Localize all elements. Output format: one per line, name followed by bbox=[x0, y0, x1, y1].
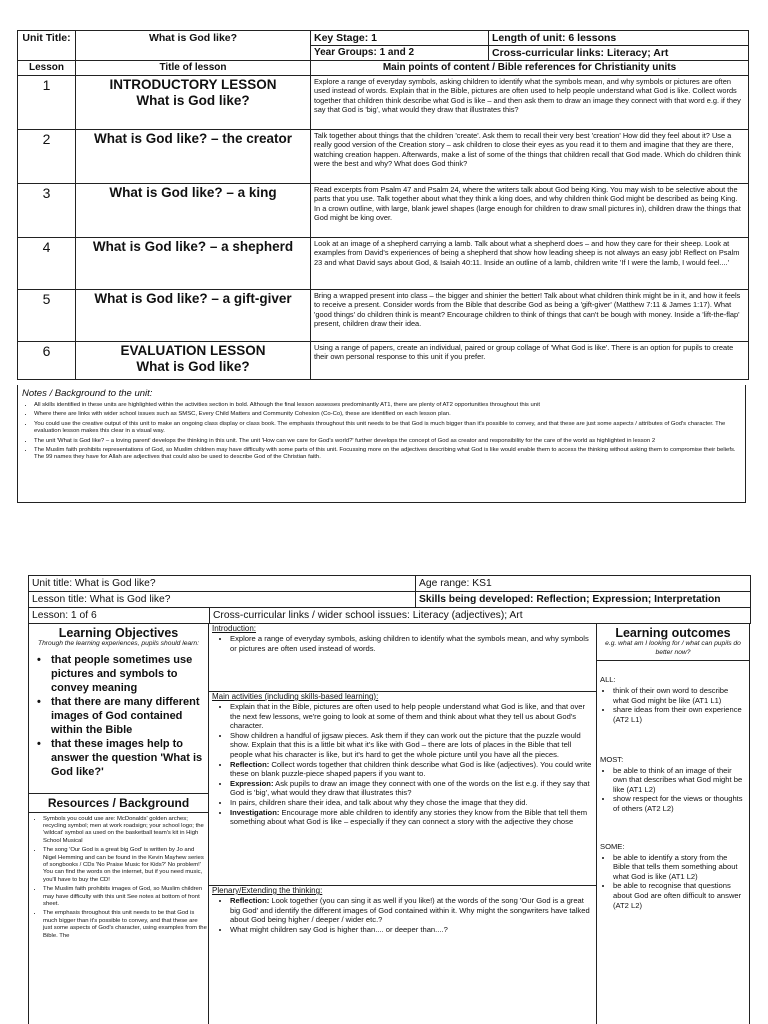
lesson-title: EVALUATION LESSON What is God like? bbox=[76, 342, 311, 380]
plan-lesson-title: Lesson title: What is God like? bbox=[29, 592, 416, 608]
outcomes-all-label: ALL: bbox=[600, 675, 616, 685]
outcome-item: • be able to identify a story from the Bible that tells them something about what God is like (AT1 L2) bbox=[613, 853, 745, 882]
notes-list bbox=[22, 402, 741, 462]
plan-skills: Skills being developed: Reflection; Expression; Interpretation bbox=[416, 592, 751, 608]
activity-text: What might children say God is higher than.... or deeper than....? bbox=[230, 924, 448, 934]
introduction-heading: Introduction: bbox=[212, 624, 257, 633]
note-item: • The Muslim faith prohibits representations of God, so Muslim children may have difficulty with some parts of this unit. Focussing more on the adjectives describing what God is like would enable them to access the thinking without asking them to compromise their beliefs. The 99 names they have for Allah are adjectives that could also be used to describe God of the Christian faith. bbox=[34, 447, 741, 462]
note-item: • All skills identified in these units are highlighted within the activities section in bold. Although the final lesson assesses predominantly AT1, there are plenty of AT2 opportunities throughout this unit bbox=[34, 402, 741, 409]
lesson-number: 1 bbox=[18, 76, 76, 130]
unit-length: Length of unit: 6 lessons bbox=[489, 31, 749, 46]
lesson-row bbox=[18, 130, 749, 184]
plan-cross-links: Cross-curricular links / wider school issues: Literacy (adjectives); Art bbox=[210, 608, 751, 624]
resource-item: • Symbols you could use are: McDonalds' golden arches; recycling symbol; men at work roadsign; your school logo; the 'wildcat' symbol as used on the basketball team's kit in High School Musical bbox=[43, 816, 208, 846]
note-item: • Where there are links with wider school issues such as SMSC, Every Child Matters and Community Cohesion (Co-Co), these are identified on each lesson plan. bbox=[34, 411, 741, 418]
lesson-row bbox=[18, 184, 749, 238]
cross-curricular: Cross-curricular links: Literacy; Art bbox=[489, 46, 749, 61]
unit-title: What is God like? bbox=[76, 31, 311, 61]
plenary-section bbox=[209, 886, 596, 937]
outcome-item: • share ideas from their own experience (AT2 L1) bbox=[613, 705, 745, 724]
activity-item bbox=[230, 731, 593, 760]
lesson-row bbox=[18, 342, 749, 380]
activity-text: Explain that in the Bible, pictures are often used to help people understand what God is like, and that over the next few lessons, we're going to look at some of them and think about what they tell us about God's character. bbox=[230, 702, 586, 731]
col-title: Title of lesson bbox=[76, 61, 311, 76]
lesson-title: What is God like? – a gift-giver bbox=[76, 290, 311, 342]
plan-lesson-number: Lesson: 1 of 6 bbox=[29, 608, 210, 624]
note-item: • The unit 'What is God like? – a loving parent' develops the thinking in this unit. The unit 'How can we care for God's world?' further develops the concept of God as creator and responsibility for the care of the world as highlighted in lesson 2 bbox=[34, 438, 741, 445]
objective-item: • that people sometimes use pictures and symbols to convey meaning bbox=[35, 653, 204, 695]
lesson-title: What is God like? – the creator bbox=[76, 130, 311, 184]
lesson-title: What is God like? – a shepherd bbox=[76, 238, 311, 290]
col-lesson: Lesson bbox=[18, 61, 76, 76]
lesson-number: 3 bbox=[18, 184, 76, 238]
activity-text: Show children a handful of jigsaw pieces. Ask them if they can work out the picture that the puzzle would show. Explain that this is a little bit what it's like with God – there are lots of places in the Bible that tell people what his character is like, but it's hard to get the whole picture until you have all the pieces. bbox=[230, 730, 581, 759]
activity-text: Encourage more able children to identify any stories they know from the Bible that tell them something about what God is like – especially if they can connect a story with the adjective they chose bbox=[230, 807, 588, 827]
notes-title: Notes / Background to the unit: bbox=[22, 388, 153, 399]
lesson-number: 6 bbox=[18, 342, 76, 380]
activity-item bbox=[230, 779, 593, 798]
lesson-content: Look at an image of a shepherd carrying a lamb. Talk about what a shepherd does – and how they care for their sheep. Look at examples from David's experiences of being a shepherd that show how leading sheep is not always an easy job! Reflect on Psalm 23 and what David says about God, & Isaiah 40:11. Inside an outline of a lamb, children write 'If I were the lamb, I would feel....' bbox=[311, 238, 749, 290]
resource-item: • The song 'Our God is a great big God' is written by Jo and Nigel Hemming and can be found in the Kevin Mayhew series of songbooks / CDs 'No Praise Music for Kids?' No problem!' You can find the words on the internet, but if you need music, you'll have to buy the CD! bbox=[43, 847, 208, 884]
activity-text: In pairs, children share their idea, and talk about why they chose the image that they did. bbox=[230, 797, 528, 807]
resources-list bbox=[29, 816, 208, 941]
lesson-number: 2 bbox=[18, 130, 76, 184]
outcomes-most-list bbox=[597, 766, 749, 814]
activity-item bbox=[230, 702, 593, 731]
lesson-content: Bring a wrapped present into class – the bigger and shinier the better! Talk about what children think might be in it, and how it feels to receive a present. Consider words from the Bible that describe God as being a 'gift-giver' (Matthew 7:11 & James 1:17). What 'good things' do children think is meant? Encourage children to think of things that can't be bough with money. Inside a 'lift-the-flap' present, children draw their idea. bbox=[311, 290, 749, 342]
resource-item: • The emphasis throughout this unit needs to be that God is much bigger than it's possible to convey, and that these are just some aspects of God's character, using examples from the Bible. The bbox=[43, 910, 208, 940]
notes-section bbox=[17, 385, 746, 503]
plenary-item bbox=[230, 896, 593, 925]
skill-label: Reflection: bbox=[230, 759, 270, 769]
skill-label: Expression: bbox=[230, 778, 274, 788]
lesson-content: Explore a range of everyday symbols, asking children to identify what the symbols mean, and why symbols or pictures are often used instead of words. Explain that in the Bible, pictures are often used to help people understand what God is like. Collect words together that children think describe what God is like – and then ask them to draw an image they connect with that word e.g. if they say that God is 'big', what would they draw that illustrates this? bbox=[311, 76, 749, 130]
lesson-number: 4 bbox=[18, 238, 76, 290]
outcome-item: • be able to think of an image of their own that describes what God might be like (AT1 L2) bbox=[613, 766, 745, 795]
lesson-row bbox=[18, 238, 749, 290]
objectives-heading: Learning Objectives bbox=[58, 626, 179, 640]
resources-heading: Resources / Background bbox=[29, 793, 208, 813]
col-points: Main points of content / Bible references for Christianity units bbox=[311, 61, 749, 76]
skill-label: Reflection: bbox=[230, 896, 270, 905]
outcomes-most-label: MOST: bbox=[600, 754, 624, 764]
main-activities-heading: Main activities (including skills-based learning): bbox=[212, 692, 379, 701]
plenary-item bbox=[230, 925, 593, 935]
activity-text: Ask pupils to draw an image they connect with one of the words on the list e.g. if they say that God is 'big', what would they draw that illustrates this? bbox=[230, 778, 590, 798]
objective-item: • that there are many different images of God contained within the Bible bbox=[35, 695, 204, 737]
unit-title-label: Unit Title: bbox=[18, 31, 76, 61]
skill-label: Investigation: bbox=[230, 807, 280, 817]
lesson-title: INTRODUCTORY LESSON What is God like? bbox=[76, 76, 311, 130]
resource-item: • The Muslim faith prohibits images of God, so Muslim children may have difficulty with this unit See notes at bottom of front sheet. bbox=[43, 886, 208, 908]
objectives-column bbox=[28, 624, 209, 1024]
outcomes-heading: Learning outcomes bbox=[615, 626, 731, 640]
lesson-content: Using a range of papers, create an individual, paired or group collage of 'What God is like'. There is an option for pupils to create their own personal response to this unit if you prefer. bbox=[311, 342, 749, 380]
lesson-content: Read excerpts from Psalm 47 and Psalm 24, where the writers talk about God being King. You may wish to be selective about the parts that you use. Talk together about what they think a king does, and why children think God might be described as being King. In a crown outline, with large, blank jewel shapes (large enough for children to draw small pictures in), children draw the things that God might be king over. bbox=[311, 184, 749, 238]
outcome-item: • think of their own word to describe what God might be like (AT1 L1) bbox=[613, 686, 745, 705]
lesson-number: 5 bbox=[18, 290, 76, 342]
unit-overview-table bbox=[17, 30, 749, 380]
lesson-plan-header bbox=[28, 575, 751, 624]
key-stage: Key Stage: 1 bbox=[311, 31, 489, 46]
plenary-heading: Plenary/Extending the thinking: bbox=[212, 886, 323, 895]
activities-column bbox=[209, 624, 597, 1024]
outcomes-subheading: e.g. what am I looking for / what can pupils do better now? bbox=[597, 640, 749, 661]
objectives-list bbox=[29, 653, 208, 779]
outcomes-some-label: SOME: bbox=[600, 841, 625, 851]
lesson-row bbox=[18, 76, 749, 130]
activity-text: Collect words together that children think describe what God is like (adjectives). You could write these on blank puzzle-piece shaped papers if you want to. bbox=[230, 759, 592, 779]
activity-text: Look together (you can sing it as well if you like!) at the words of the song 'Our God is a great big God' and identify the different images of God contained within it. Why might the songwriters have talked about God being higher / deeper / wider etc.? bbox=[230, 896, 590, 925]
objective-item: • that these images help to answer the question 'What is God like?' bbox=[35, 737, 204, 779]
year-groups: Year Groups: 1 and 2 bbox=[311, 46, 489, 61]
note-item: • You could use the creative output of this unit to make an ongoing class display or class book. The emphasis throughout this unit needs to be that God is much bigger than it's possible to convey, and that these are just some aspects / attributes of God's character. The evaluation lesson makes this clear in a visual way. bbox=[34, 421, 741, 436]
activity-item bbox=[230, 760, 593, 779]
outcome-item: • be able to recognise that questions about God are often difficult to answer (AT2 L2) bbox=[613, 881, 745, 910]
activity-item bbox=[230, 798, 593, 808]
main-activities-section bbox=[209, 692, 596, 886]
outcomes-some-list bbox=[597, 853, 749, 911]
introduction-section bbox=[209, 624, 596, 692]
objectives-subheading: Through the learning experiences, pupils should learn: bbox=[38, 640, 199, 647]
plan-age-range: Age range: KS1 bbox=[416, 576, 751, 592]
lesson-title: What is God like? – a king bbox=[76, 184, 311, 238]
outcomes-all-list bbox=[597, 686, 749, 724]
lesson-content: Talk together about things that the children 'create'. Ask them to recall their very best 'creation' How did they feel about it? Use a really good version of the Creation story – ask children to close their eyes as you read it to them and imagine that they are there, watching creation happen. Afterwards, make a list of some of the things that children recall that God made. Which do children think were the best and why? What does God think? bbox=[311, 130, 749, 184]
introduction-item: • Explore a range of everyday symbols, asking children to identify what the symbols mean, and why symbols or pictures are often used instead of words. bbox=[230, 634, 593, 653]
outcome-item: • show respect for the views or thoughts of others (AT2 L2) bbox=[613, 794, 745, 813]
plan-unit-title: Unit title: What is God like? bbox=[29, 576, 416, 592]
lesson-row bbox=[18, 290, 749, 342]
activity-item bbox=[230, 808, 593, 827]
outcomes-column bbox=[596, 624, 750, 1024]
